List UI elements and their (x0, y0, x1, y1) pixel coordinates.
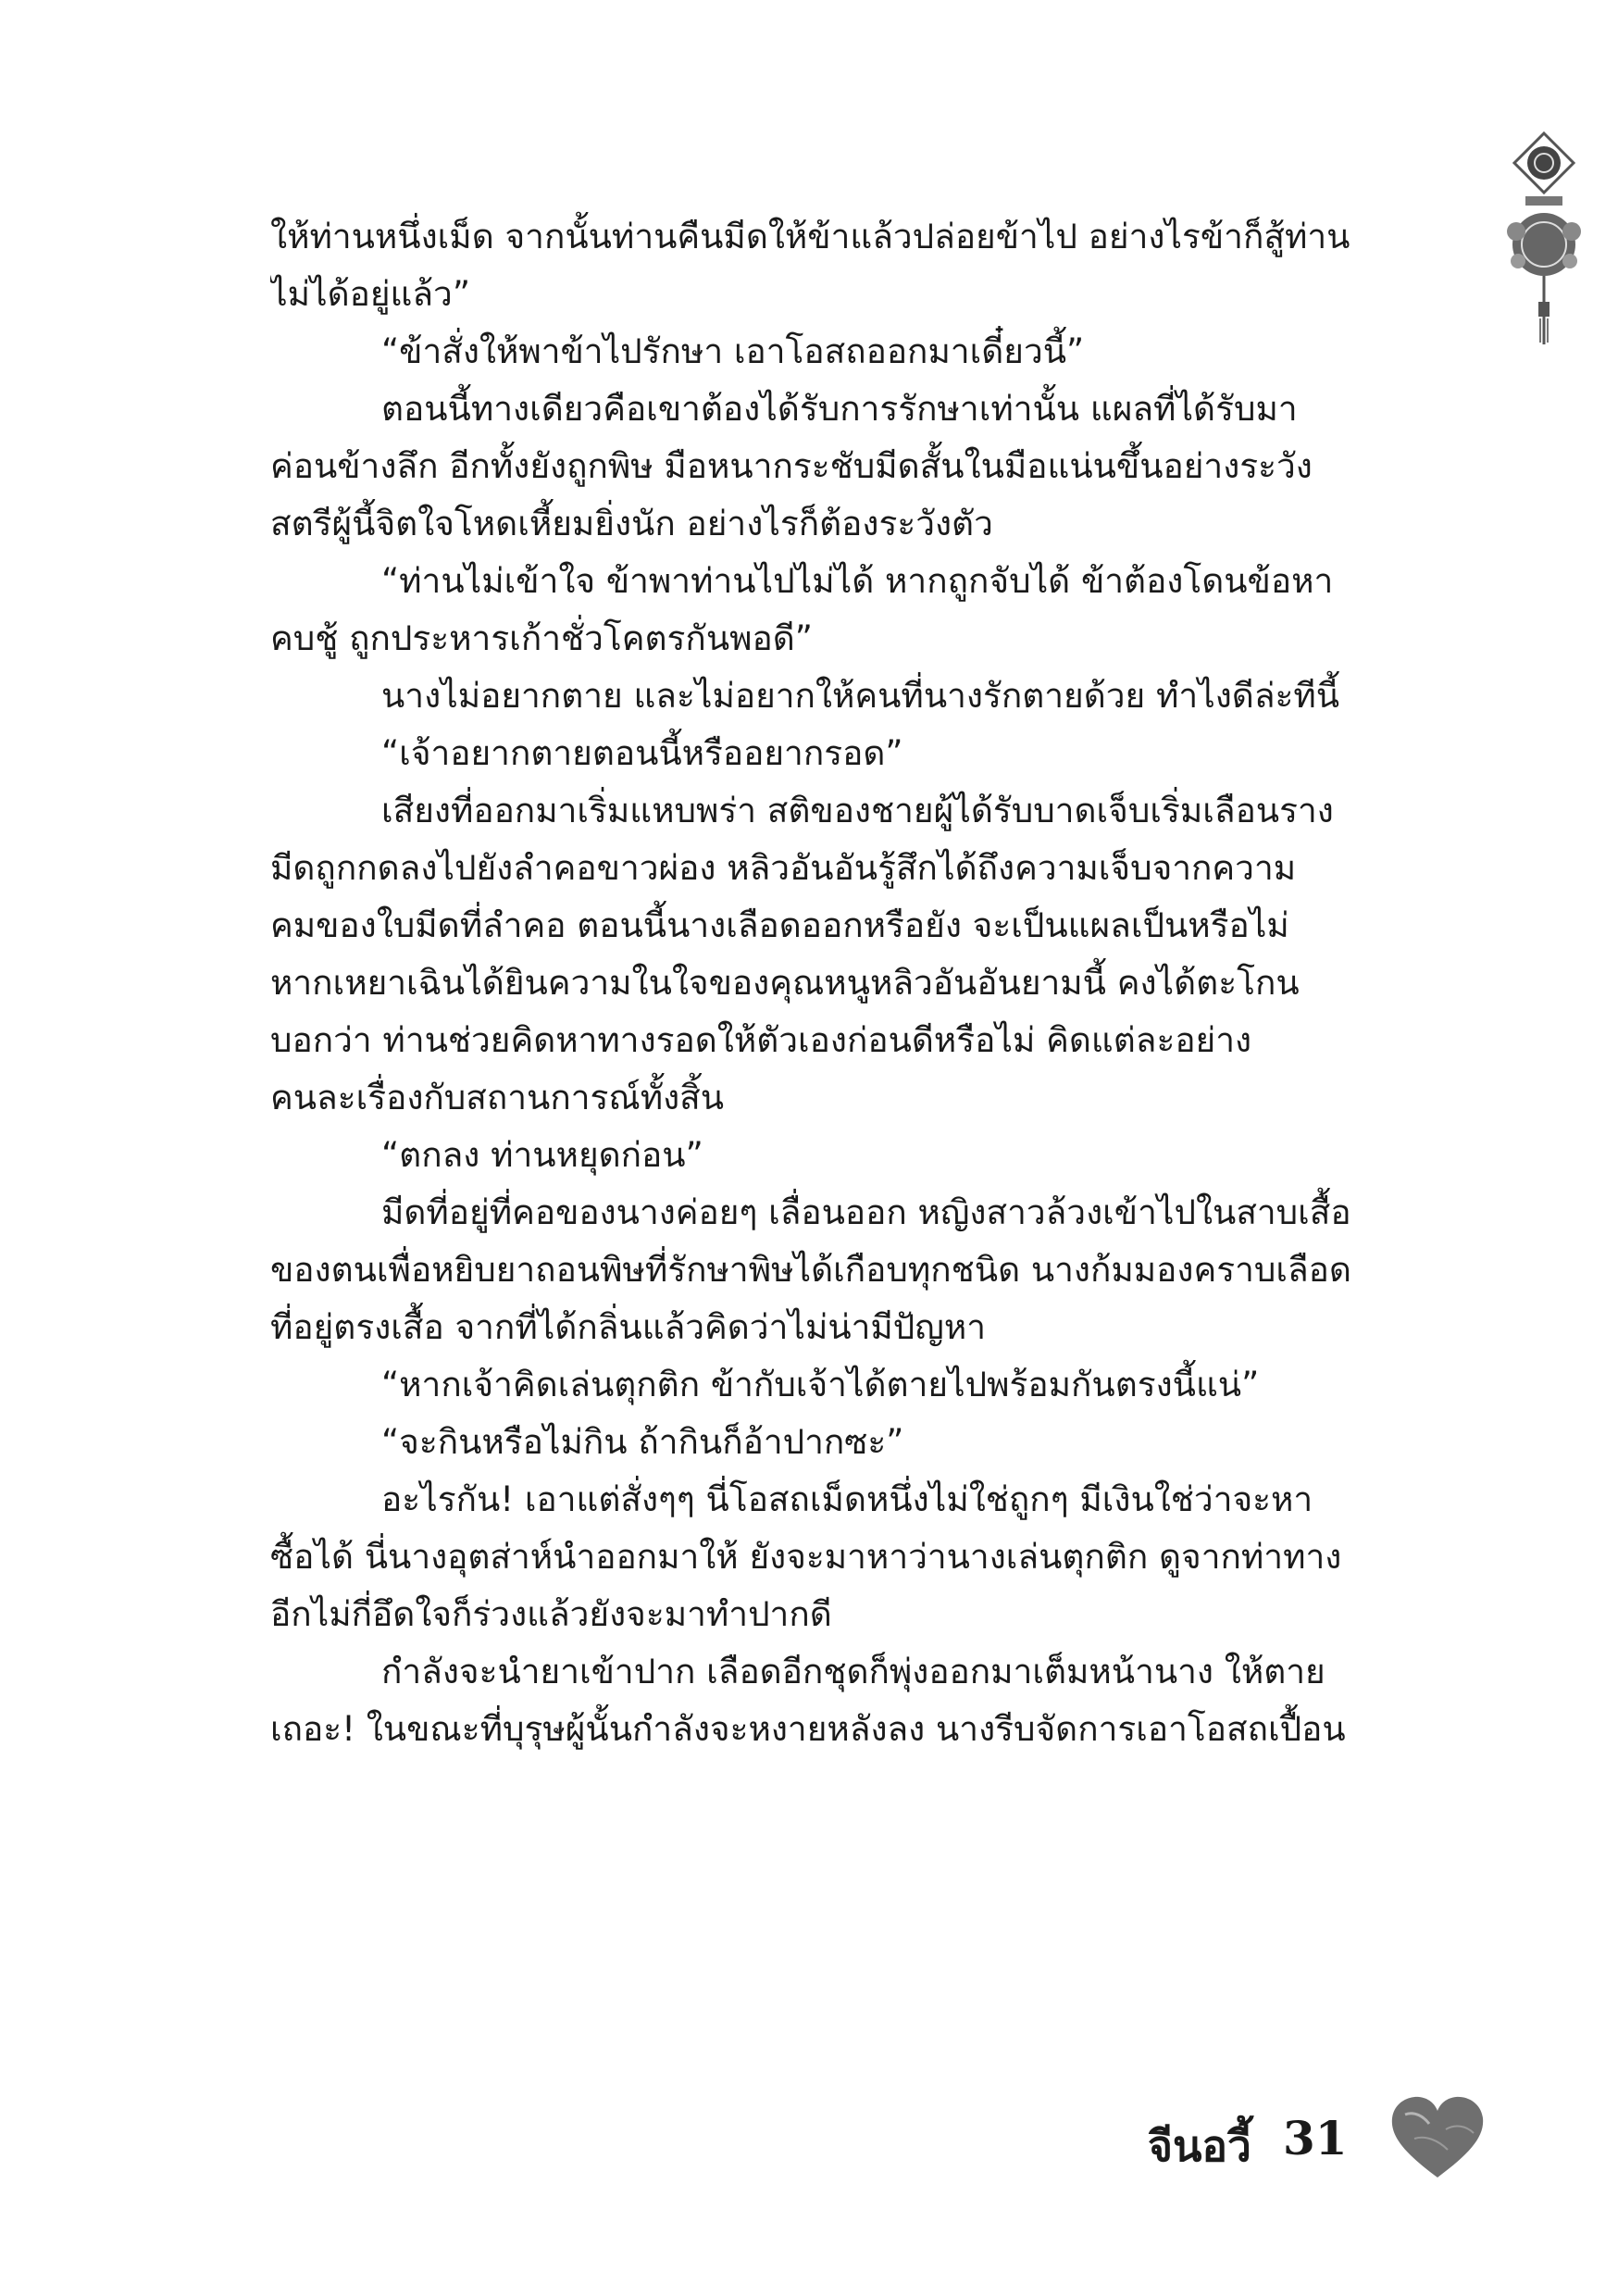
text-line: มีดที่อยู่ที่คอของนางค่อยๆ เลื่อนออก หญิงสาวล้วงเข้าไปในสาบเสื้อ (381, 1192, 1351, 1232)
text-line: “เจ้าอยากตายตอนนี้หรืออยากรอด” (381, 733, 903, 773)
heart-icon (1387, 2092, 1488, 2185)
text-line: เถอะ! ในขณะที่บุรุษผู้นั้นกำลังจะหงายหลังลง นางรีบจัดการเอาโอสถเปื้อน (270, 1709, 1346, 1749)
text-line: ค่อนข้างลึก อีกทั้งยังถูกพิษ มือหนากระชับมีดสั้นในมือแน่นขึ้นอย่างระวัง (270, 446, 1313, 486)
text-line: ที่อยู่ตรงเสื้อ จากที่ได้กลิ่นแล้วคิดว่าไม่น่ามีปัญหา (270, 1307, 986, 1347)
text-line: “จะกินหรือไม่กิน ถ้ากินก็อ้าปากซะ” (381, 1422, 904, 1462)
text-line: ซื้อได้ นี่นางอุตส่าห์นำออกมาให้ ยังจะมาหาว่านางเล่นตุกติก ดูจากท่าทาง (270, 1537, 1342, 1577)
text-line: มีดถูกกดลงไปยังลำคอขาวผ่อง หลิวอันอันรู้สึกได้ถึงความเจ็บจากความ (270, 848, 1297, 888)
text-line: ให้ท่านหนึ่งเม็ด จากนั้นท่านคืนมีดให้ข้าแล้วปล่อยข้าไป อย่างไรข้าก็สู้ท่าน (270, 217, 1350, 256)
story-text (270, 208, 1464, 1758)
page-number: 31 (1283, 2111, 1348, 2165)
text-line: นางไม่อยากตาย และไม่อยากให้คนที่นางรักตายด้วย ทำไงดีล่ะทีนี้ (381, 676, 1340, 716)
text-line: คนละเรื่องกับสถานการณ์ทั้งสิ้น (270, 1078, 725, 1117)
text-line: หากเหยาเฉินได้ยินความในใจของคุณหนูหลิวอันอันยามนี้ คงได้ตะโกน (270, 963, 1300, 1003)
text-line: เสียงที่ออกมาเริ่มแหบพร่า สติของชายผู้ได้รับบาดเจ็บเริ่มเลือนราง (381, 791, 1334, 830)
text-line: “ข้าสั่งให้พาข้าไปรักษา เอาโอสถออกมาเดี๋ยวนี้” (381, 331, 1085, 371)
text-line: คบชู้ ถูกประหารเก้าชั่วโคตรกันพอดี” (270, 618, 813, 658)
text-line: “หากเจ้าคิดเล่นตุกติก ข้ากับเจ้าได้ตายไปพร้อมกันตรงนี้แน่” (381, 1365, 1260, 1404)
text-line: ไม่ได้อยู่แล้ว” (270, 274, 471, 314)
text-line: “ตกลง ท่านหยุดก่อน” (381, 1135, 703, 1175)
publisher-ornament-icon (1498, 130, 1590, 352)
text-line: บอกว่า ท่านช่วยคิดหาทางรอดให้ตัวเองก่อนดีหรือไม่ คิดแต่ละอย่าง (270, 1020, 1252, 1060)
text-line: ของตนเพื่อหยิบยาถอนพิษที่รักษาพิษได้เกือบทุกชนิด นางก้มมองคราบเลือด (270, 1250, 1351, 1290)
page-footer (1148, 2092, 1537, 2194)
text-line: กำลังจะนำยาเข้าปาก เลือดอีกชุดก็พุ่งออกมาเต็มหน้านาง ให้ตาย (381, 1652, 1326, 1691)
text-line: สตรีผู้นี้จิตใจโหดเหี้ยมยิ่งนัก อย่างไรก็ต้องระวังตัว (270, 504, 993, 543)
text-line: “ท่านไม่เข้าใจ ข้าพาท่านไปไม่ได้ หากถูกจับได้ ข้าต้องโดนข้อหา (381, 561, 1334, 601)
text-line: อีกไม่กี่อึดใจก็ร่วงแล้วยังจะมาทำปากดี (270, 1594, 832, 1634)
text-line: ตอนนี้ทางเดียวคือเขาต้องได้รับการรักษาเท่านั้น แผลที่ได้รับมา (381, 389, 1298, 429)
series-name: จีนอวี้ (1148, 2121, 1251, 2171)
text-line: คมของใบมีดที่ลำคอ ตอนนี้นางเลือดออกหรือยัง จะเป็นแผลเป็นหรือไม่ (270, 905, 1289, 945)
text-line: อะไรกัน! เอาแต่สั่งๆๆ นี่โอสถเม็ดหนึ่งไม่ใช่ถูกๆ มีเงินใช่ว่าจะหา (381, 1479, 1313, 1519)
